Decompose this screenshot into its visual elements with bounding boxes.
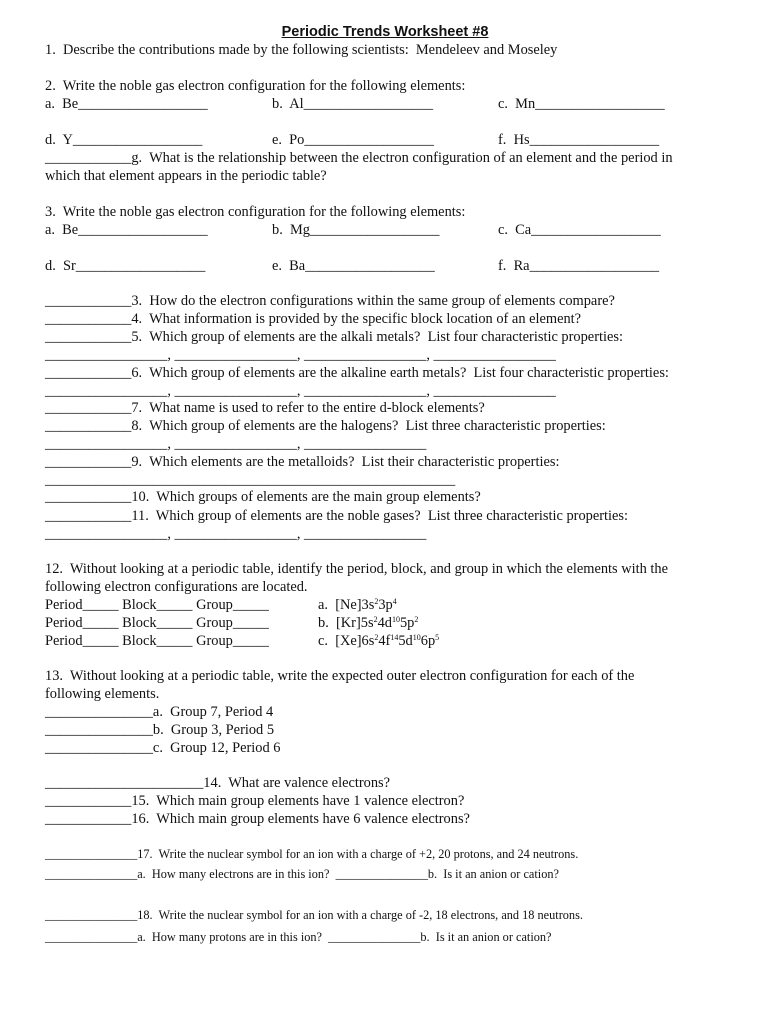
q2-item-b: b. Al__________________ [272,96,434,112]
group-question-7: ____________7. What name is used to refer to the entire d-block elements? [45,400,485,416]
question-17: _______________17. Write the nuclear symbol for an ion with a charge of +2, 20 protons, and 24 neutrons. [45,847,579,861]
q13-item-a: _______________a. Group 7, Period 4 [45,704,274,720]
group-question-6: ____________6. Which group of elements are the alkaline earth metals? List four characteristic properties: [45,365,669,381]
question-18-sub: _______________a. How many protons are in this ion? _______________b. Is it an anion or cation? [45,930,552,944]
q12-answer-row-c: Period_____ Block_____ Group_____ [45,633,269,649]
q2-item-f: f. Hs__________________ [498,132,660,148]
group-question-8: ____________8. Which group of elements are the halogens? List three characteristic properties: [45,418,606,434]
question-3-prompt: 3. Write the noble gas electron configuration for the following elements: [45,204,466,220]
group-question-11: ____________11. Which group of elements are the noble gases? List three characteristic properties: [45,508,629,524]
q2-item-d: d. Y__________________ [45,132,203,148]
q12-config-c: c. $[Xe]6s^24f^{14}5d^{10}6p^5$ [318,633,440,649]
q2-item-c: c. Mn__________________ [498,96,665,112]
group-question-11-blanks: _________________, _________________, _________________ [45,526,427,542]
q3-item-b: b. Mg__________________ [272,222,440,238]
q12-config-b: b. $[Kr]5s^24d^{10}5p^2$ [318,615,419,631]
q12-config-a: a. $[Ne]3s^23p^4$ [318,597,397,613]
group-question-6-blanks: _________________, _________________, _________________, _________________ [45,383,556,399]
question-2-prompt: 2. Write the noble gas electron configuration for the following elements: [45,78,466,94]
question-16: ____________16. Which main group elements have 6 valence electrons? [45,811,470,827]
group-question-9-blank: _________________________________________________________ [45,472,456,488]
question-17-sub: _______________a. How many electrons are in this ion? _______________b. Is it an anion or cation? [45,867,559,881]
question-13-prompt-line1: 13. Without looking at a periodic table, write the expected outer electron configuration for each of the [45,668,635,684]
group-question-5-blanks: _________________, _________________, _________________, _________________ [45,347,556,363]
q3-item-c: c. Ca__________________ [498,222,661,238]
question-14: ______________________14. What are valence electrons? [45,775,391,791]
q2-item-g-line2: which that element appears in the periodic table? [45,168,327,184]
group-question-4: ____________4. What information is provided by the specific block location of an element? [45,311,582,327]
question-12-prompt-line1: 12. Without looking at a periodic table, identify the period, block, and group in which the elements with the [45,561,669,577]
question-1: 1. Describe the contributions made by the following scientists: Mendeleev and Moseley [45,42,558,58]
worksheet-title: Periodic Trends Worksheet #8 [281,24,489,40]
group-question-10: ____________10. Which groups of elements are the main group elements? [45,489,481,505]
group-question-8-blanks: _________________, _________________, _________________ [45,436,427,452]
q3-item-a: a. Be__________________ [45,222,208,238]
q3-item-d: d. Sr__________________ [45,258,206,274]
group-question-9: ____________9. Which elements are the metalloids? List their characteristic properties: [45,454,560,470]
question-12-prompt-line2: following electron configurations are located. [45,579,308,595]
q13-item-c: _______________c. Group 12, Period 6 [45,740,281,756]
q2-item-e: e. Po__________________ [272,132,434,148]
q2-item-g-line1: ____________g. What is the relationship between the electron configuration of an element and the period in [45,150,673,166]
q12-answer-row-b: Period_____ Block_____ Group_____ [45,615,269,631]
q12-answer-row-a: Period_____ Block_____ Group_____ [45,597,269,613]
question-15: ____________15. Which main group elements have 1 valence electron? [45,793,465,809]
question-13-prompt-line2: following elements. [45,686,160,702]
q13-item-b: _______________b. Group 3, Period 5 [45,722,275,738]
group-question-5: ____________5. Which group of elements are the alkali metals? List four characteristic properties: [45,329,623,345]
group-question-3: ____________3. How do the electron configurations within the same group of elements compare? [45,293,615,309]
q2-item-a: a. Be__________________ [45,96,208,112]
question-18: _______________18. Write the nuclear symbol for an ion with a charge of -2, 18 electrons, and 18 neutrons. [45,908,583,922]
q3-item-f: f. Ra__________________ [498,258,660,274]
q3-item-e: e. Ba__________________ [272,258,435,274]
